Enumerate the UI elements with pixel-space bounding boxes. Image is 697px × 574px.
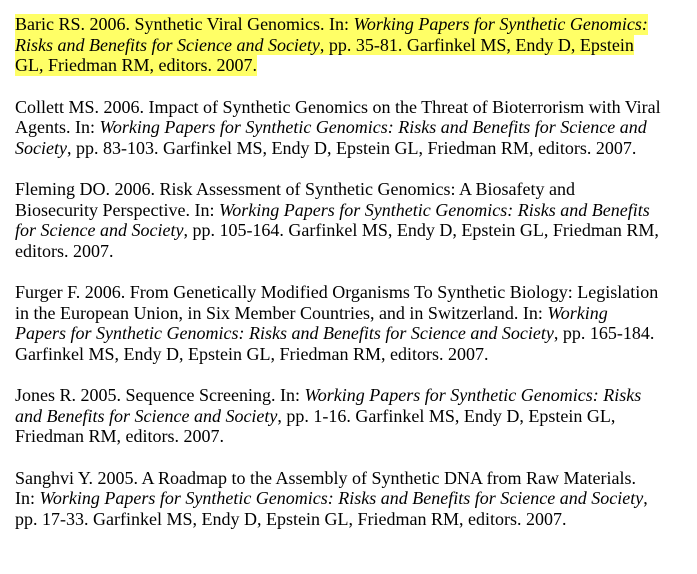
reference-fleming[interactable]	[15, 179, 685, 261]
reference-line: GL, Friedman RM, editors. 2007.	[15, 55, 257, 75]
reference-line: Sanghvi Y. 2005. A Roadmap to the Assembly of Synthetic DNA from Raw Materials.	[15, 467, 636, 488]
reference-line: pp. 17-33. Garfinkel MS, Endy D, Epstein GL, Friedman RM, editors. 2007.	[15, 508, 567, 529]
reference-line: Papers for Synthetic Genomics: Risks and Benefits for Science and Society, pp. 165-184.	[15, 323, 655, 343]
reference-line: Fleming DO. 2006. Risk Assessment of Synthetic Genomics: A Biosafety and	[15, 179, 575, 199]
reference-line: Collett MS. 2006. Impact of Synthetic Genomics on the Threat of Bioterrorism with Viral	[15, 96, 661, 117]
reference-line: Baric RS. 2006. Synthetic Viral Genomics. In: Working Papers for Synthetic Genomics:	[15, 14, 648, 34]
reference-line: in the European Union, in Six Member Countries, and in Switzerland. In: Working	[15, 302, 608, 323]
reference-line: Jones R. 2005. Sequence Screening. In: Working Papers for Synthetic Genomics: Risks	[15, 385, 642, 405]
reference-baric[interactable]	[15, 14, 685, 76]
reference-line: In: Working Papers for Synthetic Genomics: Risks and Benefits for Science and Society,	[15, 488, 648, 508]
reference-line: editors. 2007.	[15, 240, 114, 261]
reference-line: Risks and Benefits for Science and Society, pp. 35-81. Garfinkel MS, Endy D, Epstein	[15, 34, 634, 55]
reference-list	[15, 14, 685, 550]
reference-sanghvi[interactable]	[15, 468, 685, 530]
reference-line: and Benefits for Science and Society, pp. 1-16. Garfinkel MS, Endy D, Epstein GL,	[15, 405, 616, 426]
reference-line: Biosecurity Perspective. In: Working Papers for Synthetic Genomics: Risks and Benefits	[15, 199, 650, 220]
reference-collett[interactable]	[15, 97, 685, 159]
reference-line: Garfinkel MS, Endy D, Epstein GL, Friedman RM, editors. 2007.	[15, 343, 489, 364]
reference-furger[interactable]	[15, 282, 685, 364]
reference-jones[interactable]	[15, 385, 685, 447]
reference-line: Furger F. 2006. From Genetically Modified Organisms To Synthetic Biology: Legislation	[15, 282, 659, 302]
reference-line: Agents. In: Working Papers for Synthetic Genomics: Risks and Benefits for Science and	[15, 117, 647, 137]
reference-line: Friedman RM, editors. 2007.	[15, 426, 224, 446]
reference-line: for Science and Society, pp. 105-164. Garfinkel MS, Endy D, Epstein GL, Friedman RM,	[15, 220, 659, 240]
reference-line: Society, pp. 83-103. Garfinkel MS, Endy D, Epstein GL, Friedman RM, editors. 2007.	[15, 137, 637, 158]
